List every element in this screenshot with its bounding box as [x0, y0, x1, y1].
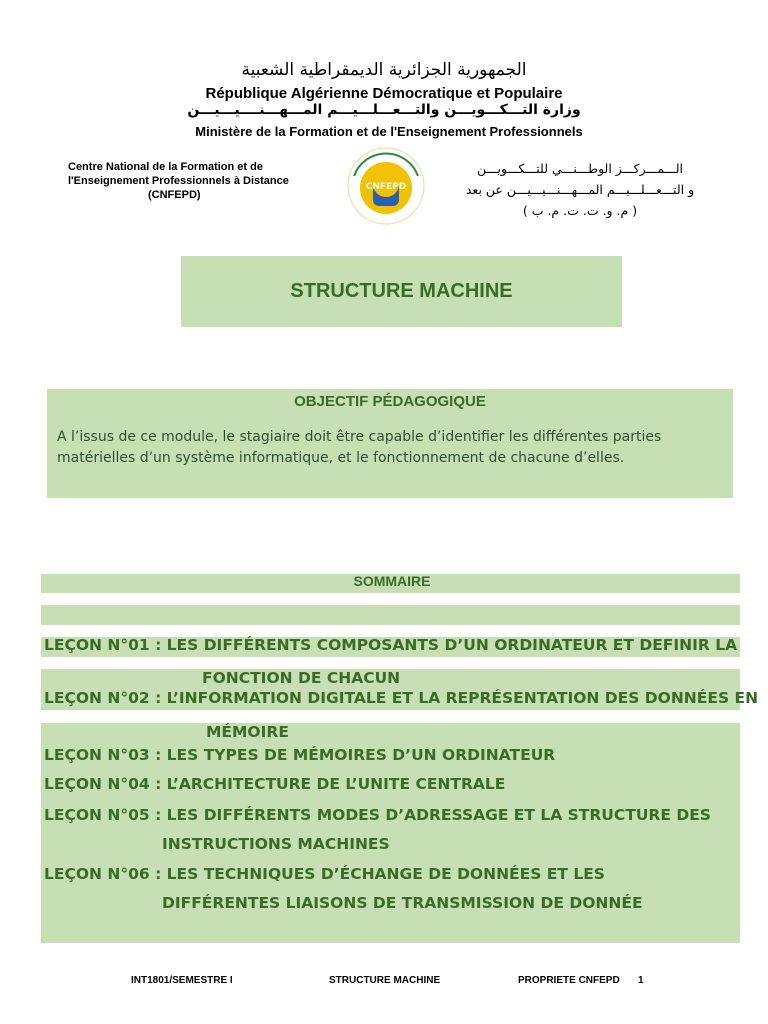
title-box [181, 256, 622, 327]
center-arabic-line: و التـــعـــلـــيـــم المـــهـــنـــيـــيـــن عن بعد [465, 182, 695, 197]
lesson-02-continued: MÉMOIRE [206, 723, 289, 741]
center-french-line: Centre National de la Formation et de [68, 161, 263, 173]
lesson-04: LEÇON N°04 : L’ARCHITECTURE DE L’UNITE CENTRALE [44, 775, 506, 793]
center-french-line: l'Enseignement Professionnels à Distance [68, 175, 289, 187]
center-name-arabic [460, 158, 700, 221]
lesson-01: LEÇON N°01 : LES DIFFÉRENTS COMPOSANTS D’UN ORDINATEUR ET DEFINIR LA [44, 636, 738, 654]
header-french-ministry: Ministère de la Formation et de l'Enseignement Professionnels [195, 124, 583, 139]
objective-box [47, 389, 733, 498]
center-name-french [68, 160, 308, 202]
header-french-republic: République Algérienne Démocratique et Populaire [205, 85, 563, 102]
header-arabic-republic: الجمهورية الجزائرية الديمقراطية الشعبية [241, 60, 527, 80]
center-arabic-line: ( م. و. ت. ت. م. ب ) [522, 203, 638, 218]
lesson-06-continued: DIFFÉRENTES LIAISONS DE TRANSMISSION DE DONNÉE [162, 894, 643, 912]
footer-course-code: INT1801/SEMESTRE I [131, 975, 233, 986]
center-french-line: (CNFEPD) [148, 189, 201, 201]
objective-heading: OBJECTIF PÉDAGOGIQUE [294, 393, 486, 410]
lesson-06: LEÇON N°06 : LES TECHNIQUES D’ÉCHANGE DE DONNÉES ET LES [44, 865, 605, 883]
sommaire-bar [41, 605, 740, 625]
footer-module: STRUCTURE MACHINE [329, 975, 441, 986]
header-arabic-ministry: وزارة التـــكـــويـــن والتـــعـــلـــيـــم المـــهـــنــــيـــيـــن [187, 102, 581, 118]
lesson-05: LEÇON N°05 : LES DIFFÉRENTS MODES D’ADRESSAGE ET LA STRUCTURE DES [44, 806, 711, 824]
lesson-05-continued: INSTRUCTIONS MACHINES [162, 835, 390, 853]
lesson-02: LEÇON N°02 : L’INFORMATION DIGITALE ET LA REPRÉSENTATION DES DONNÉES EN [44, 689, 759, 707]
cnfepd-logo [346, 146, 426, 226]
sommaire-heading: SOMMAIRE [353, 573, 431, 589]
center-arabic-line: الـــمـــركـــز الوطـــنـــي للتـــكـــويـــن [476, 161, 684, 176]
footer-owner: PROPRIETE CNFEPD [518, 975, 620, 986]
footer-page-number: 1 [638, 975, 644, 986]
lesson-01-continued: FONCTION DE CHACUN [202, 669, 401, 687]
lesson-03: LEÇON N°03 : LES TYPES DE MÉMOIRES D’UN ORDINATEUR [44, 746, 556, 764]
objective-text: A l’issus de ce module, le stagiaire doit être capable d’identifier les différentes parties matérielles d’un système informatique, et le fonctionnement de chacune d’elles. [57, 429, 662, 466]
document-title: STRUCTURE MACHINE [290, 280, 513, 302]
logo-text: CNFEPD [365, 182, 407, 192]
